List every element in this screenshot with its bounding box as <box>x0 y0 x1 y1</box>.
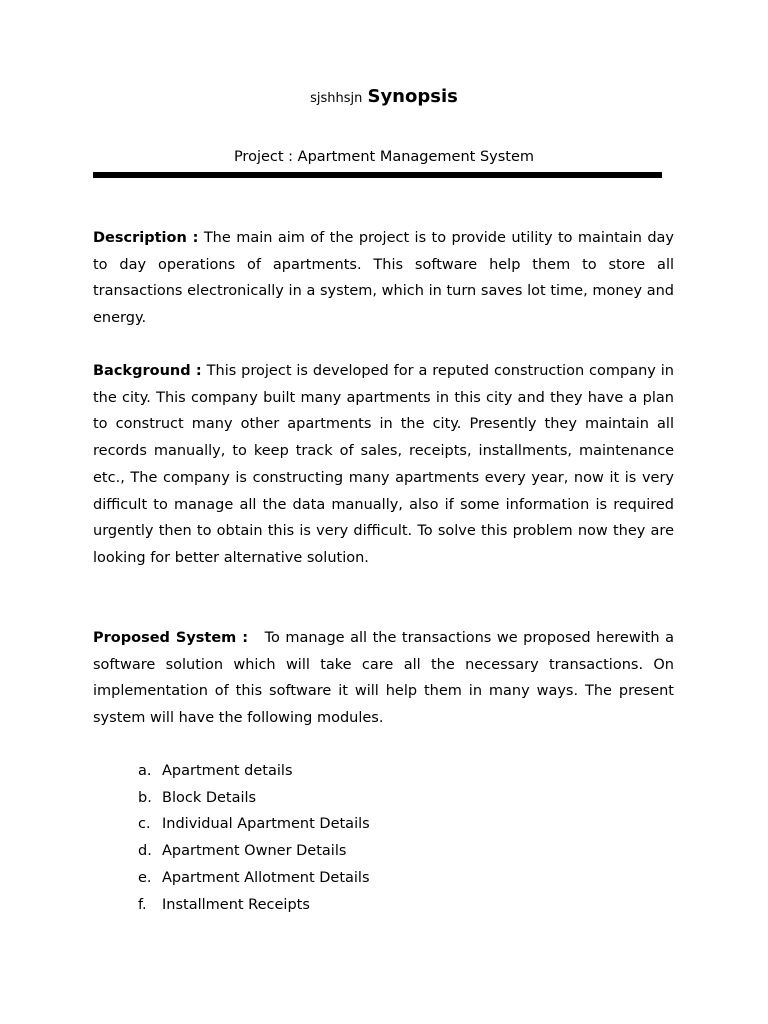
background-text: This project is developed for a reputed construction company in the city. This company built many apartments in this city and they have a plan to construct many other apartments in the city. Presently they maintain all records manually, to keep track of sales, receipts, installments, maintenance etc., The company is constructing many apartments every year, now it is very difficult to manage all the data manually, also if some information is required urgently then to obtain this is very difficult. To solve this problem now they are looking for better alternative solution. <box>93 363 674 566</box>
description-paragraph <box>93 225 674 332</box>
list-marker: e. <box>138 869 152 886</box>
proposed-system-text: To manage all the transactions we proposed herewith a software solution which will take care all the necessary transactions. On implementation of this software it will help them in many ways. The present system will have the following modules. <box>93 630 674 727</box>
document-title <box>0 86 768 107</box>
list-item <box>138 785 370 812</box>
proposed-system-paragraph <box>93 625 674 732</box>
list-item <box>138 758 370 785</box>
description-text: The main aim of the project is to provide utility to maintain day to day operations of apartments. This software help them to store all transactions electronically in a system, which in turn saves lot time, money and energy. <box>93 230 674 327</box>
list-item <box>138 892 370 919</box>
modules-list <box>138 758 370 918</box>
list-marker: c. <box>138 816 151 833</box>
list-item-label: Individual Apartment Details <box>162 816 370 833</box>
title-prefix: sjshhsjn <box>310 91 363 106</box>
title-synopsis: Synopsis <box>367 86 458 107</box>
list-item-label: Apartment details <box>162 763 293 779</box>
title-divider <box>93 172 662 178</box>
list-item <box>138 865 370 892</box>
list-item <box>138 811 370 838</box>
list-marker: f. <box>138 896 147 913</box>
list-marker: b. <box>138 789 152 806</box>
list-item-label: Installment Receipts <box>162 896 310 913</box>
list-item <box>138 838 370 865</box>
list-marker: d. <box>138 843 152 860</box>
list-marker: a. <box>138 763 152 779</box>
list-item-label: Block Details <box>162 789 257 806</box>
background-label: Background : <box>93 363 202 379</box>
background-paragraph <box>93 358 674 572</box>
description-label: Description : <box>93 230 199 246</box>
list-item-label: Apartment Owner Details <box>162 843 347 860</box>
list-item-label: Apartment Allotment Details <box>162 869 370 886</box>
proposed-system-label: Proposed System : <box>93 630 249 646</box>
project-subtitle: Project : Apartment Management System <box>233 149 535 165</box>
